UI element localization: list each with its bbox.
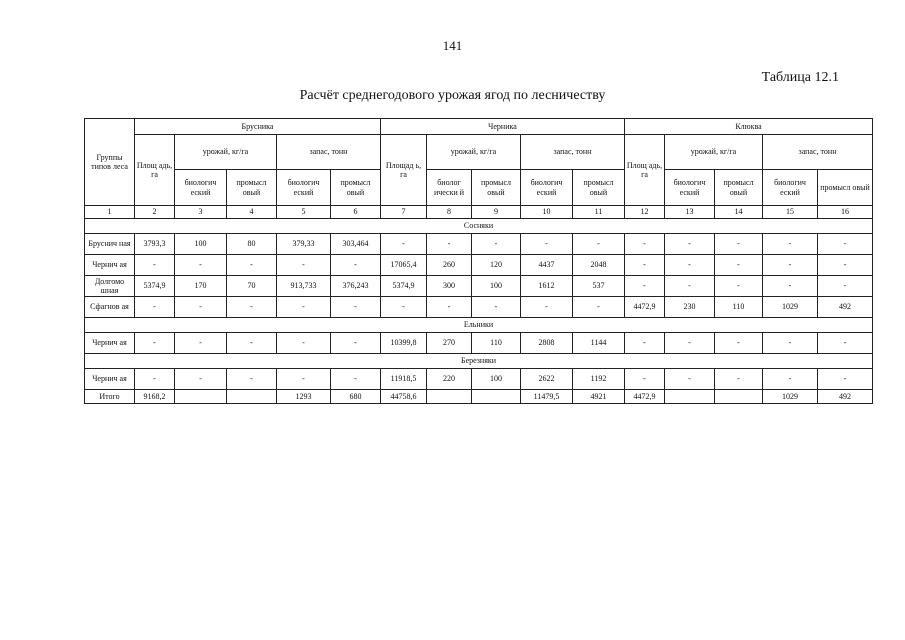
- table-row: [85, 276, 873, 297]
- value-cell: 10399,8: [381, 333, 427, 354]
- value-cell: 17065,4: [381, 255, 427, 276]
- value-cell: 80: [227, 234, 277, 255]
- bio-subheader: биологич еский: [277, 170, 331, 206]
- table-row: [85, 255, 873, 276]
- value-cell: -: [715, 369, 763, 390]
- column-number: 13: [665, 206, 715, 219]
- table-label: Таблица 12.1: [761, 70, 839, 85]
- value-cell: -: [665, 333, 715, 354]
- forest-type-cell: Долгомо шная: [85, 276, 135, 297]
- value-cell: -: [625, 255, 665, 276]
- ind-subheader: промысл овый: [472, 170, 521, 206]
- value-cell: 270: [427, 333, 472, 354]
- total-value-cell: 492: [818, 390, 873, 404]
- value-cell: 230: [665, 297, 715, 318]
- value-cell: 2048: [573, 255, 625, 276]
- value-cell: -: [277, 255, 331, 276]
- value-cell: -: [331, 297, 381, 318]
- value-cell: -: [715, 255, 763, 276]
- value-cell: -: [427, 297, 472, 318]
- section-title: Сосняки: [85, 219, 873, 234]
- column-number: 9: [472, 206, 521, 219]
- stock-header: запас, тонн: [763, 135, 873, 170]
- value-cell: -: [135, 297, 175, 318]
- forest-type-cell: Чернич ая: [85, 255, 135, 276]
- value-cell: -: [573, 234, 625, 255]
- section-title: Ельники: [85, 318, 873, 333]
- value-cell: 11918,5: [381, 369, 427, 390]
- value-cell: -: [331, 333, 381, 354]
- ind-subheader: промысл овый: [715, 170, 763, 206]
- table-row: [85, 369, 873, 390]
- value-cell: -: [175, 297, 227, 318]
- value-cell: 492: [818, 297, 873, 318]
- total-value-cell: 1293: [277, 390, 331, 404]
- value-cell: -: [277, 369, 331, 390]
- value-cell: -: [763, 234, 818, 255]
- value-cell: 110: [472, 333, 521, 354]
- section-row: [85, 318, 873, 333]
- value-cell: -: [665, 369, 715, 390]
- value-cell: -: [135, 333, 175, 354]
- total-value-cell: [715, 390, 763, 404]
- table-title: Расчёт среднегодового урожая ягод по лесничеству: [299, 88, 606, 103]
- value-cell: -: [625, 276, 665, 297]
- page-number: 141: [442, 38, 463, 53]
- value-cell: 120: [472, 255, 521, 276]
- value-cell: -: [277, 333, 331, 354]
- value-cell: 110: [715, 297, 763, 318]
- value-cell: -: [818, 255, 873, 276]
- value-cell: 220: [427, 369, 472, 390]
- total-value-cell: 9168,2: [135, 390, 175, 404]
- value-cell: 5374,9: [381, 276, 427, 297]
- bio-subheader: биологич еский: [763, 170, 818, 206]
- value-cell: -: [521, 234, 573, 255]
- forest-type-cell: Чернич ая: [85, 369, 135, 390]
- value-cell: 70: [227, 276, 277, 297]
- yield-header: урожай, кг/га: [427, 135, 521, 170]
- value-cell: 4437: [521, 255, 573, 276]
- value-cell: 100: [472, 369, 521, 390]
- value-cell: -: [472, 234, 521, 255]
- value-cell: -: [763, 255, 818, 276]
- value-cell: -: [763, 369, 818, 390]
- value-cell: 300: [427, 276, 472, 297]
- berry-header-cranberry: Клюква: [625, 119, 873, 135]
- bio-subheader: биолог ически й: [427, 170, 472, 206]
- value-cell: -: [227, 297, 277, 318]
- berry-yield-table: [84, 118, 873, 404]
- value-cell: -: [665, 276, 715, 297]
- column-number: 1: [85, 206, 135, 219]
- column-numbers-row: [85, 206, 873, 219]
- forest-type-cell: Бруснич ная: [85, 234, 135, 255]
- total-value-cell: 4472,9: [625, 390, 665, 404]
- column-number: 3: [175, 206, 227, 219]
- value-cell: 1144: [573, 333, 625, 354]
- ind-subheader: промысл овый: [818, 170, 873, 206]
- value-cell: -: [331, 255, 381, 276]
- column-number: 8: [427, 206, 472, 219]
- value-cell: -: [665, 234, 715, 255]
- column-number: 2: [135, 206, 175, 219]
- value-cell: 100: [175, 234, 227, 255]
- value-cell: -: [625, 369, 665, 390]
- value-cell: -: [818, 369, 873, 390]
- value-cell: 376,243: [331, 276, 381, 297]
- bio-subheader: биологич еский: [521, 170, 573, 206]
- total-label: Итого: [85, 390, 135, 404]
- value-cell: -: [381, 234, 427, 255]
- value-cell: 1029: [763, 297, 818, 318]
- value-cell: -: [625, 234, 665, 255]
- value-cell: -: [175, 333, 227, 354]
- value-cell: -: [763, 276, 818, 297]
- value-cell: -: [227, 255, 277, 276]
- value-cell: -: [381, 297, 427, 318]
- column-number: 5: [277, 206, 331, 219]
- value-cell: -: [227, 333, 277, 354]
- value-cell: 1612: [521, 276, 573, 297]
- value-cell: 1192: [573, 369, 625, 390]
- total-value-cell: 44758,6: [381, 390, 427, 404]
- area-header: Площ адь, га: [625, 135, 665, 206]
- value-cell: -: [763, 333, 818, 354]
- table-row: [85, 234, 873, 255]
- value-cell: -: [818, 276, 873, 297]
- value-cell: 379,33: [277, 234, 331, 255]
- value-cell: -: [573, 297, 625, 318]
- value-cell: 537: [573, 276, 625, 297]
- ind-subheader: промысл овый: [227, 170, 277, 206]
- stock-header: запас, тонн: [521, 135, 625, 170]
- value-cell: -: [277, 297, 331, 318]
- ind-subheader: промысл овый: [331, 170, 381, 206]
- value-cell: 2622: [521, 369, 573, 390]
- bio-subheader: биологич еский: [175, 170, 227, 206]
- total-value-cell: 1029: [763, 390, 818, 404]
- value-cell: -: [625, 333, 665, 354]
- area-header: Площад ь, га: [381, 135, 427, 206]
- value-cell: -: [135, 255, 175, 276]
- section-row: [85, 219, 873, 234]
- column-number: 14: [715, 206, 763, 219]
- value-cell: -: [175, 255, 227, 276]
- value-cell: -: [818, 234, 873, 255]
- section-row: [85, 354, 873, 369]
- yield-header: урожай, кг/га: [665, 135, 763, 170]
- value-cell: 913,733: [277, 276, 331, 297]
- stock-header: запас, тонн: [277, 135, 381, 170]
- bio-subheader: биологич еский: [665, 170, 715, 206]
- value-cell: 2808: [521, 333, 573, 354]
- total-value-cell: [665, 390, 715, 404]
- berry-header-blueberry: Черника: [381, 119, 625, 135]
- value-cell: -: [665, 255, 715, 276]
- column-number: 15: [763, 206, 818, 219]
- value-cell: -: [427, 234, 472, 255]
- total-value-cell: [427, 390, 472, 404]
- section-title: Березняки: [85, 354, 873, 369]
- value-cell: -: [818, 333, 873, 354]
- value-cell: 5374,9: [135, 276, 175, 297]
- column-number: 4: [227, 206, 277, 219]
- value-cell: -: [715, 333, 763, 354]
- value-cell: 260: [427, 255, 472, 276]
- table-row: [85, 297, 873, 318]
- column-number: 11: [573, 206, 625, 219]
- total-value-cell: 680: [331, 390, 381, 404]
- column-number: 12: [625, 206, 665, 219]
- column-number: 6: [331, 206, 381, 219]
- value-cell: -: [135, 369, 175, 390]
- value-cell: 3793,3: [135, 234, 175, 255]
- value-cell: -: [715, 276, 763, 297]
- total-value-cell: [227, 390, 277, 404]
- value-cell: 100: [472, 276, 521, 297]
- group-col-header: Группы типов леса: [85, 119, 135, 206]
- value-cell: 170: [175, 276, 227, 297]
- value-cell: -: [472, 297, 521, 318]
- value-cell: -: [227, 369, 277, 390]
- value-cell: -: [521, 297, 573, 318]
- value-cell: 4472,9: [625, 297, 665, 318]
- total-value-cell: [175, 390, 227, 404]
- total-row: [85, 390, 873, 404]
- total-value-cell: [472, 390, 521, 404]
- value-cell: -: [175, 369, 227, 390]
- column-number: 10: [521, 206, 573, 219]
- total-value-cell: 4921: [573, 390, 625, 404]
- value-cell: -: [331, 369, 381, 390]
- yield-header: урожай, кг/га: [175, 135, 277, 170]
- forest-type-cell: Чернич ая: [85, 333, 135, 354]
- column-number: 7: [381, 206, 427, 219]
- column-number: 16: [818, 206, 873, 219]
- total-value-cell: 11479,5: [521, 390, 573, 404]
- area-header: Площ адь, га: [135, 135, 175, 206]
- ind-subheader: промысл овый: [573, 170, 625, 206]
- berry-header-lingonberry: Брусника: [135, 119, 381, 135]
- forest-type-cell: Сфагнов ая: [85, 297, 135, 318]
- value-cell: -: [715, 234, 763, 255]
- table-row: [85, 333, 873, 354]
- value-cell: 303,464: [331, 234, 381, 255]
